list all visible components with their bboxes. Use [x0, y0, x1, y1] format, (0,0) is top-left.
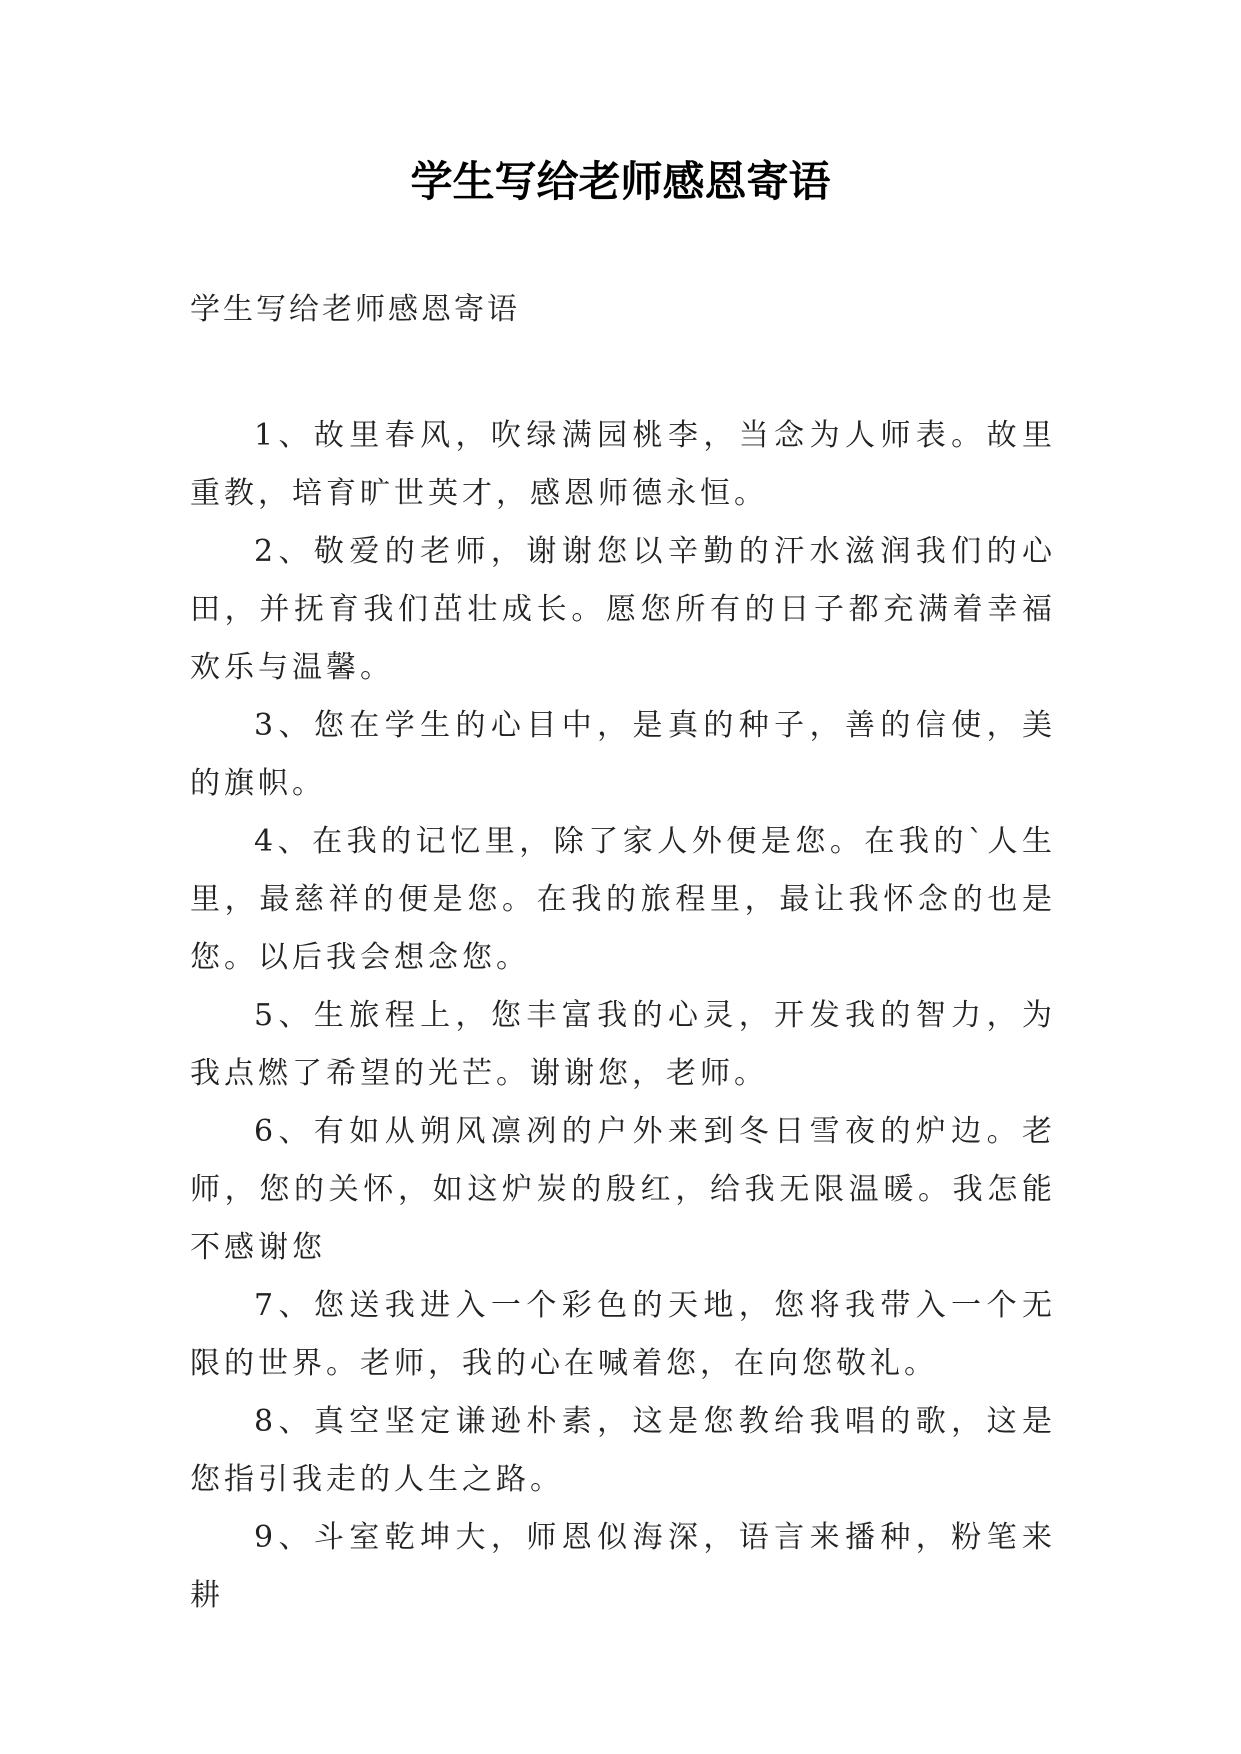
document-title: 学生写给老师感恩寄语: [410, 157, 831, 206]
paragraph-7: 7、您送我进入一个彩色的天地，您将我带入一个无限的世界。老师，我的心在喊着您，在向您敬礼。: [190, 1288, 1056, 1381]
paragraph-1: 1、故里春风，吹绿满园桃李，当念为人师表。故里重教，培育旷世英才，感恩师德永恒。: [190, 418, 1056, 511]
paragraph-5: 5、生旅程上，您丰富我的心灵，开发我的智力，为我点燃了希望的光芒。谢谢您，老师。: [190, 998, 1056, 1091]
paragraph-4: 4、在我的记忆里，除了家人外便是您。在我的`人生里，最慈祥的便是您。在我的旅程里，最让我怀念的也是您。以后我会想念您。: [190, 824, 1056, 975]
paragraph-9: 9、斗室乾坤大，师恩似海深，语言来播种，粉笔来耕: [190, 1520, 1056, 1613]
document-body: [190, 407, 1056, 1625]
paragraph-3: 3、您在学生的心目中，是真的种子，善的信使，美的旗帜。: [190, 708, 1056, 801]
paragraph-6: 6、有如从朔风凛冽的户外来到冬日雪夜的炉边。老师，您的关怀，如这炉炭的殷红，给我无限温暖。我怎能不感谢您: [190, 1114, 1056, 1265]
document-subtitle: 学生写给老师感恩寄语: [190, 292, 520, 327]
paragraph-2: 2、敬爱的老师，谢谢您以辛勤的汗水滋润我们的心田，并抚育我们茁壮成长。愿您所有的日子都充满着幸福欢乐与温馨。: [190, 534, 1056, 685]
paragraph-8: 8、真空坚定谦逊朴素，这是您教给我唱的歌，这是您指引我走的人生之路。: [190, 1404, 1056, 1497]
